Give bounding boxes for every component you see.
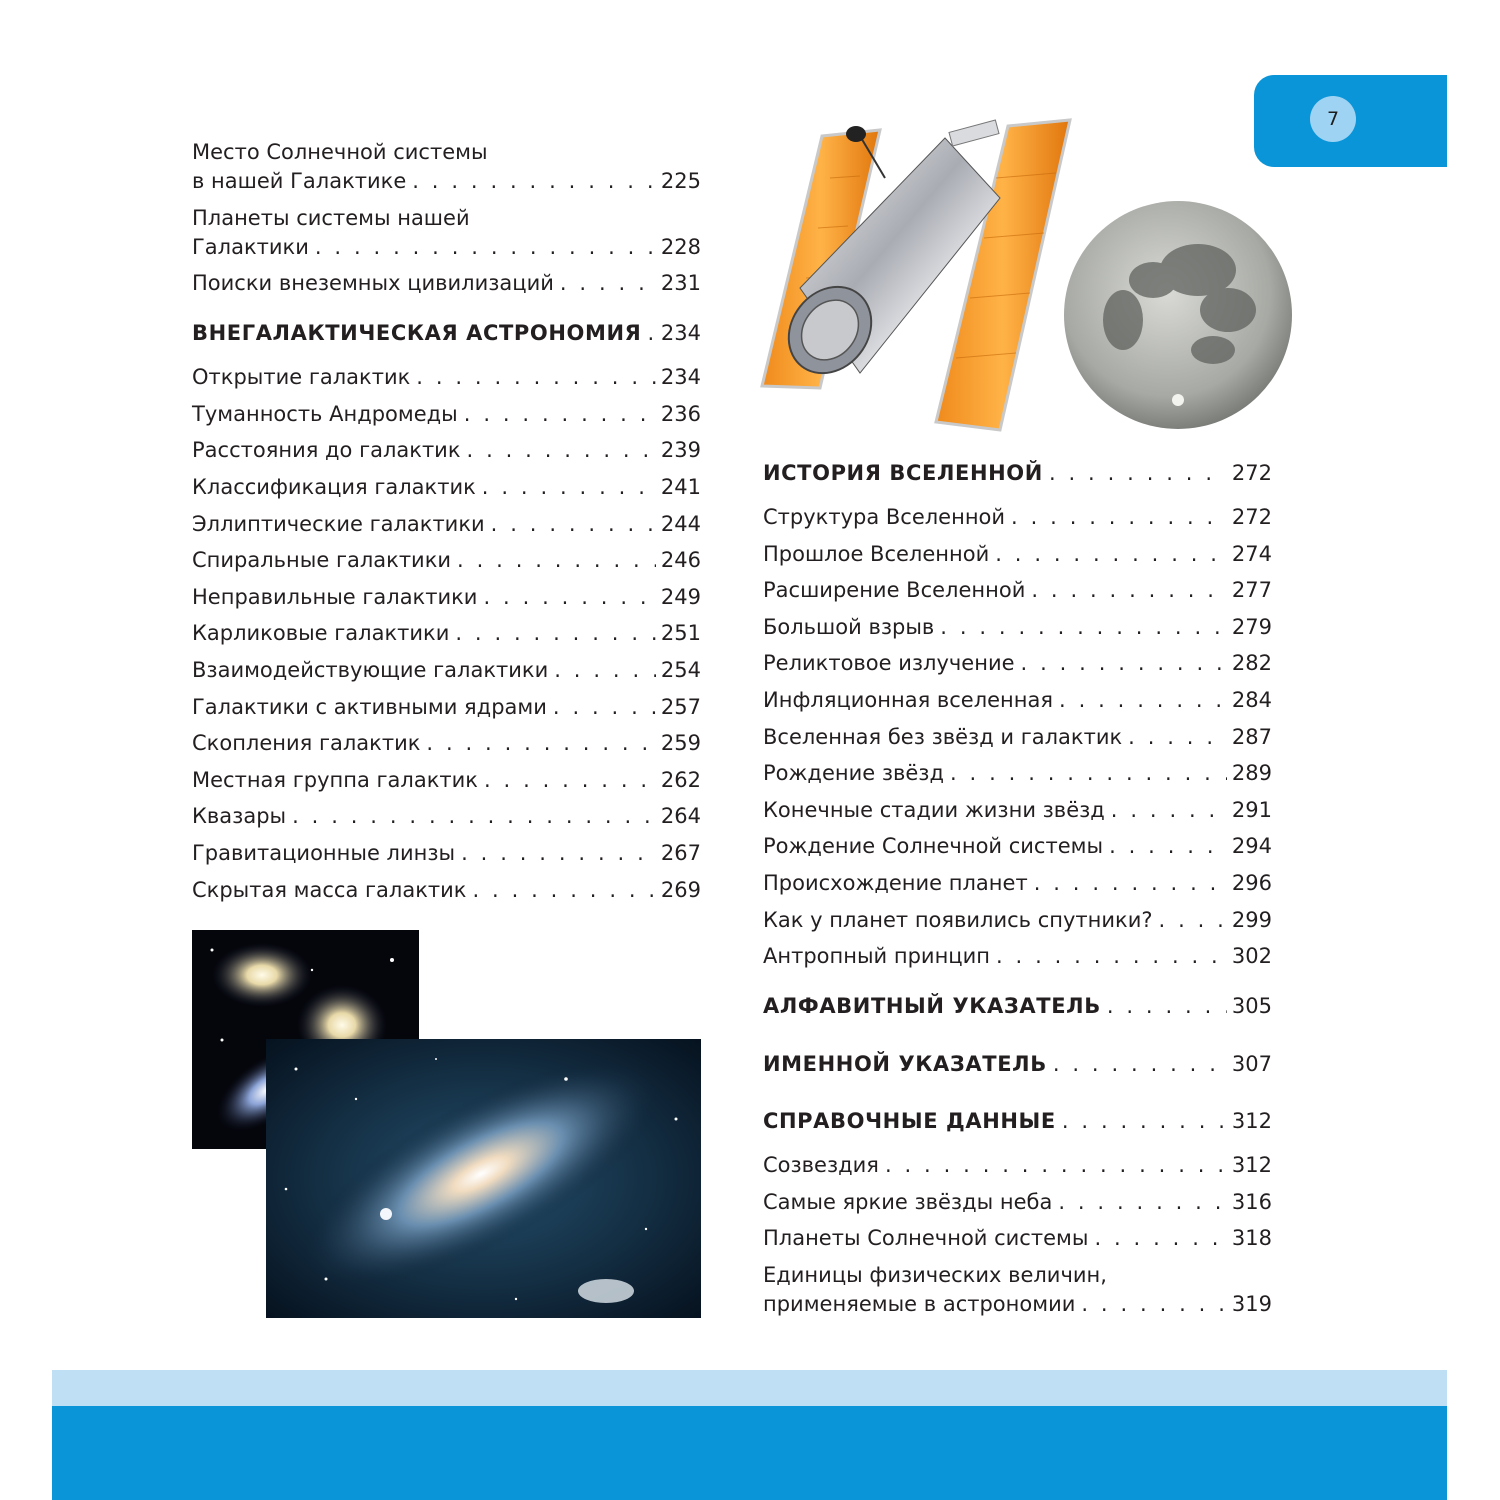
toc-page-number: 291 — [1231, 797, 1272, 822]
dot-leader — [1081, 1290, 1227, 1319]
toc-entry[interactable] — [192, 583, 701, 612]
toc-page-number: 277 — [1231, 578, 1272, 603]
toc-page-number: 307 — [1231, 1052, 1272, 1077]
toc-entry-title: Спиральные галактики — [192, 548, 452, 573]
toc-page-number: 282 — [1231, 651, 1272, 676]
toc-entry[interactable] — [763, 1224, 1272, 1253]
toc-page-number: 251 — [660, 621, 701, 646]
toc-right-column — [763, 459, 1272, 1319]
toc-entry[interactable] — [763, 869, 1272, 898]
toc-entry[interactable] — [763, 613, 1272, 642]
toc-entry[interactable] — [192, 729, 701, 758]
dot-leader — [315, 233, 656, 262]
toc-section-title: СПРАВОЧНЫЕ ДАННЫЕ — [763, 1109, 1056, 1134]
toc-entry-title: Взаимодействующие галактики — [192, 657, 549, 682]
toc-entry[interactable] — [192, 656, 701, 685]
toc-entry-title: Инфляционная вселенная — [763, 687, 1054, 712]
toc-entry-title: Структура Вселенной — [763, 505, 1006, 529]
toc-page-number: 316 — [1231, 1189, 1272, 1214]
toc-left-column — [192, 138, 701, 905]
toc-page-number: 274 — [1231, 541, 1272, 566]
dot-leader — [416, 363, 656, 392]
dot-leader — [1111, 796, 1227, 825]
hubble-telescope-image — [760, 118, 1072, 434]
toc-entry[interactable] — [763, 686, 1272, 715]
toc-entry-title: Рождение Солнечной системы — [763, 834, 1104, 859]
toc-entry[interactable] — [192, 766, 701, 795]
toc-entry[interactable] — [192, 619, 701, 648]
toc-entry[interactable] — [192, 839, 701, 868]
toc-entry[interactable] — [763, 759, 1272, 788]
dot-leader — [554, 656, 656, 685]
footer-band-light — [52, 1370, 1447, 1406]
toc-entry-title: Как у планет появились спутники? — [763, 907, 1153, 932]
toc-page-number: 257 — [660, 694, 701, 719]
toc-page-number: 299 — [1231, 907, 1272, 932]
toc-entry-title: Расширение Вселенной — [763, 578, 1026, 603]
toc-page-number: 259 — [660, 731, 701, 756]
toc-entry[interactable] — [763, 942, 1272, 971]
toc-page-number: 279 — [1231, 614, 1272, 639]
toc-section-title: ИМЕННОЙ УКАЗАТЕЛЬ — [763, 1052, 1047, 1077]
dot-leader — [1058, 1188, 1227, 1217]
dot-leader — [464, 400, 656, 429]
toc-page-number: 246 — [660, 548, 701, 573]
toc-page-number: 269 — [660, 877, 701, 902]
toc-entry-title: Галактики с активными ядрами — [192, 694, 547, 719]
dot-leader — [995, 540, 1227, 569]
toc-entry[interactable] — [192, 269, 701, 298]
dot-leader — [457, 546, 656, 575]
dot-leader — [461, 839, 656, 868]
toc-entry[interactable] — [192, 204, 701, 262]
dot-leader — [467, 436, 656, 465]
moon-image — [1063, 200, 1293, 430]
toc-page-number: 289 — [1231, 761, 1272, 786]
dot-leader — [885, 1151, 1227, 1180]
toc-section-heading[interactable] — [763, 1050, 1272, 1079]
dot-leader — [1049, 459, 1227, 488]
toc-entry[interactable] — [192, 546, 701, 575]
toc-entry[interactable] — [763, 649, 1272, 678]
toc-page-number: 234 — [660, 365, 701, 390]
toc-entry[interactable] — [192, 510, 701, 539]
toc-entry[interactable] — [763, 723, 1272, 752]
dot-leader — [1053, 1050, 1227, 1079]
toc-entry-title: Большой взрыв — [763, 614, 935, 639]
toc-page-number: 225 — [660, 169, 701, 193]
toc-entry-title-line2: применяемые в астрономии — [763, 1291, 1076, 1316]
dot-leader — [950, 759, 1227, 788]
dot-leader — [491, 510, 656, 539]
toc-entry-title: Открытие галактик — [192, 365, 411, 390]
toc-page-number: 254 — [660, 657, 701, 682]
toc-entry-title: Расстояния до галактик — [192, 438, 461, 463]
toc-entry-title: Карликовые галактики — [192, 621, 450, 646]
dot-leader — [560, 269, 656, 298]
toc-entry[interactable] — [192, 400, 701, 429]
toc-section-title: АЛФАВИТНЫЙ УКАЗАТЕЛЬ — [763, 994, 1101, 1019]
toc-page-number: 294 — [1231, 834, 1272, 859]
toc-entry-title-line1: Единицы физических величин, — [763, 1262, 1107, 1287]
toc-page-number: 302 — [1231, 944, 1272, 969]
toc-entry-title: Скрытая масса галактик — [192, 877, 467, 902]
toc-section-heading[interactable] — [763, 992, 1272, 1021]
dot-leader — [1159, 906, 1227, 935]
toc-entry-title: Созвездия — [763, 1153, 879, 1178]
toc-entry[interactable] — [763, 1188, 1272, 1217]
dot-leader — [1109, 832, 1227, 861]
toc-entry-title-line2: Галактики — [192, 234, 309, 259]
dot-leader — [1031, 576, 1227, 605]
toc-entry[interactable] — [763, 832, 1272, 861]
dot-leader — [412, 167, 656, 196]
dot-leader — [553, 693, 656, 722]
toc-entry-title: Прошлое Вселенной — [763, 541, 990, 566]
dot-leader — [426, 729, 656, 758]
dot-leader — [1062, 1107, 1227, 1136]
toc-page-number: 305 — [1231, 994, 1272, 1019]
toc-entry-title: Вселенная без звёзд и галактик — [763, 724, 1123, 749]
toc-page-number: 228 — [660, 234, 701, 259]
toc-page-number: 231 — [660, 271, 701, 296]
toc-entry-title-line2: в нашей Галактике — [192, 169, 407, 193]
toc-page-number: 272 — [1231, 461, 1272, 485]
dot-leader — [482, 473, 656, 502]
dot-leader — [1128, 723, 1227, 752]
toc-entry-title: Туманность Андромеды — [192, 401, 458, 426]
dot-leader — [1107, 992, 1227, 1021]
toc-entry[interactable] — [763, 906, 1272, 935]
toc-page-number: 312 — [1231, 1109, 1272, 1134]
toc-page-number: 239 — [660, 438, 701, 463]
dot-leader — [1094, 1224, 1226, 1253]
toc-page-number: 236 — [660, 401, 701, 426]
andromeda-image — [266, 1039, 701, 1318]
toc-entry-title: Планеты Солнечной системы — [763, 1226, 1089, 1251]
toc-page-number: 296 — [1231, 870, 1272, 895]
toc-entry[interactable] — [192, 363, 701, 392]
toc-entry-title: Эллиптические галактики — [192, 511, 485, 536]
toc-page-number: 318 — [1231, 1226, 1272, 1251]
toc-page-number: 249 — [660, 584, 701, 609]
toc-section-title: ВНЕГАЛАКТИЧЕСКАЯ АСТРОНОМИЯ — [192, 321, 642, 346]
footer-band-dark — [52, 1406, 1447, 1500]
toc-entry-title: Происхождение планет — [763, 870, 1028, 895]
toc-section-heading[interactable] — [763, 1107, 1272, 1136]
toc-entry-title: Антропный принцип — [763, 944, 990, 969]
toc-page-number: 262 — [660, 767, 701, 792]
dot-leader — [472, 876, 655, 905]
toc-entry-title: Местная группа галактик — [192, 767, 478, 792]
toc-entry-title: Рождение звёзд — [763, 761, 944, 786]
dot-leader — [940, 613, 1227, 642]
dot-leader — [483, 583, 655, 612]
toc-page-number: 284 — [1231, 687, 1272, 712]
toc-entry-title: Поиски внеземных цивилизаций — [192, 271, 554, 296]
toc-entry-title: Гравитационные линзы — [192, 840, 456, 865]
page-number: 7 — [1310, 96, 1356, 142]
toc-entry[interactable] — [192, 876, 701, 905]
dot-leader — [647, 319, 655, 348]
toc-entry[interactable] — [763, 503, 1272, 532]
toc-entry-title: Конечные стадии жизни звёзд — [763, 797, 1105, 822]
toc-entry-title-line1: Планеты системы нашей — [192, 205, 470, 230]
dot-leader — [292, 802, 656, 831]
dot-leader — [1034, 869, 1227, 898]
toc-page-number: 264 — [660, 804, 701, 829]
toc-entry[interactable] — [192, 693, 701, 722]
toc-section-heading[interactable] — [192, 319, 701, 348]
toc-entry-title: Классификация галактик — [192, 474, 476, 499]
toc-entry[interactable] — [763, 540, 1272, 569]
toc-page-number: 267 — [660, 840, 701, 865]
toc-page-number: 312 — [1231, 1153, 1272, 1178]
toc-page-number: 287 — [1231, 724, 1272, 749]
toc-entry[interactable] — [192, 473, 701, 502]
toc-page-number: 319 — [1231, 1291, 1272, 1316]
dot-leader — [484, 766, 656, 795]
dot-leader — [996, 942, 1227, 971]
toc-entry[interactable] — [763, 796, 1272, 825]
toc-entry[interactable] — [192, 138, 701, 196]
toc-entry[interactable] — [192, 436, 701, 465]
toc-entry-title: Скопления галактик — [192, 731, 421, 756]
toc-page-number: 241 — [660, 474, 701, 499]
toc-entry[interactable] — [763, 1151, 1272, 1180]
toc-page-number: 244 — [660, 511, 701, 536]
dot-leader — [1011, 503, 1227, 532]
toc-entry[interactable] — [763, 576, 1272, 605]
toc-entry-title: Неправильные галактики — [192, 584, 478, 609]
dot-leader — [455, 619, 656, 648]
toc-entry-title-line1: Место Солнечной системы — [192, 140, 488, 164]
toc-section-heading[interactable] — [763, 459, 1272, 488]
dot-leader — [1059, 686, 1227, 715]
toc-entry[interactable] — [192, 802, 701, 831]
toc-entry-title: Квазары — [192, 804, 287, 829]
toc-page-number: 234 — [660, 321, 701, 346]
toc-entry-title: Реликтовое излучение — [763, 651, 1015, 676]
dot-leader — [1021, 649, 1227, 678]
toc-entry[interactable] — [763, 1261, 1272, 1319]
toc-entry-title: Самые яркие звёзды неба — [763, 1189, 1053, 1214]
toc-section-title: ИСТОРИЯ ВСЕЛЕННОЙ — [763, 461, 1043, 485]
toc-page-number: 272 — [1231, 505, 1272, 529]
